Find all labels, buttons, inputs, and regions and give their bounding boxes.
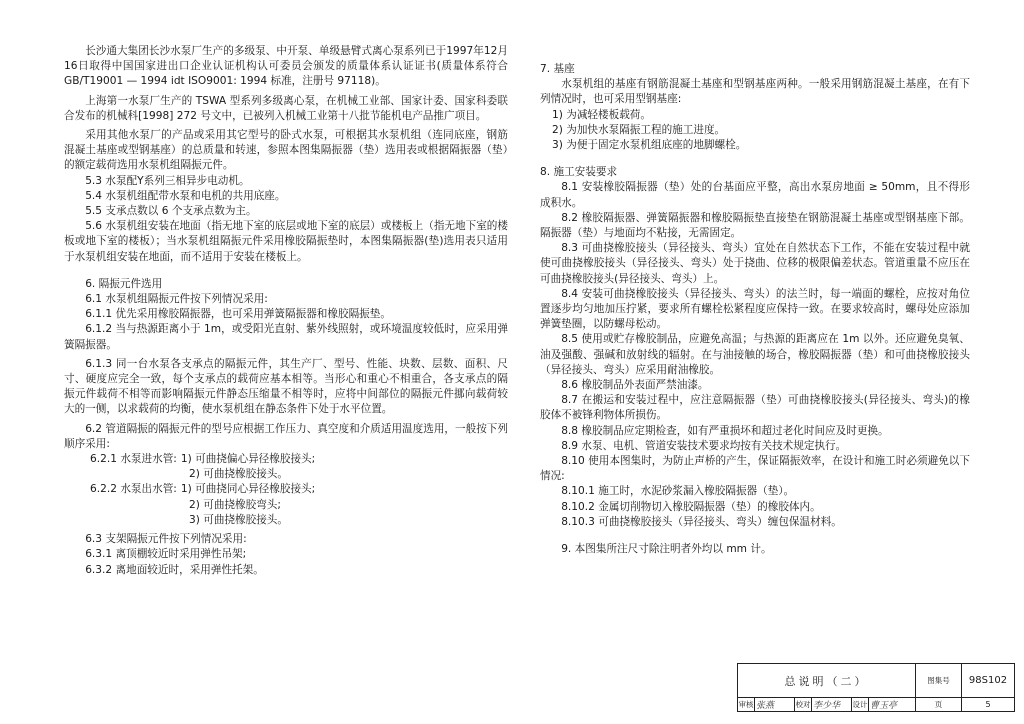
section-6-2-2-item: 2) 可曲挠橡胶弯头; (189, 498, 281, 511)
section-5-5: 5.5 支承点数以 6 个支承点数为主。 (85, 205, 257, 218)
section-6-3: 6.3 支架隔振元件按下列情况采用: (85, 533, 247, 546)
check-signature: 李少华 (813, 697, 852, 711)
title-block-bottom-row (738, 697, 1014, 711)
section-6-2-2-label: 6.2.2 水泵出水管: (90, 483, 177, 496)
atlas-number-label: 图集号 (916, 664, 962, 697)
section-7-item: 3) 为便于固定水泵机组底座的地脚螺栓。 (552, 139, 747, 152)
section-8-7: 8.7 在搬运和安装过程中，应注意隔振器（垫）可曲挠橡胶接头(异径接头、弯头)的橡胶体不被锋利物体所损伤。 (540, 394, 970, 422)
section-6-2-1 (64, 452, 508, 467)
section-8-2: 8.2 橡胶隔振器、弹簧隔振器和橡胶隔振垫直接垫在钢筋混凝土基座或型钢基座下部。隔振器（垫）与地面均不粘接，无需固定。 (540, 211, 970, 240)
intro-paragraph-2: 上海第一水泵厂生产的 TSWA 型系列多级离心泵，在机械工业部、国家计委、国家科委联合发布的机械科[1998] 272 号文中，已被列入机械工业第十八批节能机电产品推广项目。 (64, 94, 508, 122)
section-8-1: 8.1 安装橡胶隔振器（垫）处的台基面应平整，高出水泵房地面 ≥ 50mm，且不得形成积水。 (540, 181, 970, 209)
section-6-heading: 6. 隔振元件选用 (85, 277, 163, 290)
section-8-10-2: 8.10.2 金属切削物切入橡胶隔振器（垫）的橡胶体内。 (561, 500, 821, 513)
section-6-2: 6.2 管道隔振的隔振元件的型号应根据工作压力、真空度和介质适用温度选用，一般按下列顺序采用: (64, 422, 508, 450)
design-label: 设计 (852, 697, 869, 711)
section-8-4: 8.4 安装可曲挠橡胶接头（异径接头、弯头）的法兰时，每一端面的螺栓，应按对角位置逐步均匀地加压拧紧，要求所有螺栓松紧程度应保持一致。在要求较高时，螺母处应添加弹簧垫圈，以防螺母松动。 (540, 287, 970, 331)
section-7-text: 水泵机组的基座有钢筋混凝土基座和型钢基座两种。一般采用钢筋混凝土基座，在有下列情况时，也可采用型钢基座: (540, 78, 970, 106)
intro-paragraph-1: 长沙通大集团长沙水泵厂生产的多级泵、中开泵、单级悬臂式离心泵系列已于1997年12月16日取得中国国家进出口企业认证机构认可委员会颁发的质量体系认证证书(质量体系符合 GB/T19001 — 1994 idt ISO9001: 1994 标准，注册号 97118)。 (64, 45, 508, 88)
section-7-item: 1) 为减轻楼板载荷。 (552, 108, 651, 121)
section-6-3-1: 6.3.1 离顶棚较近时采用弹性吊架; (85, 548, 247, 561)
review-signature: 张燕 (756, 697, 795, 711)
section-6-2-1-item: 1) 可曲挠偏心异径橡胶接头; (180, 453, 316, 466)
section-8-heading: 8. 施工安装要求 (540, 166, 618, 179)
section-8-6: 8.6 橡胶制品外表面严禁油漆。 (561, 379, 709, 392)
page-label: 页 (916, 697, 962, 711)
atlas-number: 98S102 (968, 675, 1008, 686)
section-5-4: 5.4 水泵机组配带水泵和电机的共用底座。 (85, 189, 286, 202)
section-8-10-1: 8.10.1 施工时，水泥砂浆漏入橡胶隔振器（垫）。 (561, 485, 795, 498)
page-number: 5 (985, 699, 991, 709)
check-label: 校对 (795, 697, 812, 711)
section-6-2-2 (64, 482, 508, 497)
section-6-2-1-item: 2) 可曲挠橡胶接头。 (189, 468, 288, 481)
section-6-2-2-item: 3) 可曲挠橡胶接头。 (189, 513, 288, 526)
title-block-top-row (738, 664, 1014, 698)
section-8-5: 8.5 使用或贮存橡胶制品，应避免高温；与热源的距离应在 1m 以外。还应避免臭氧、油及强酸、强碱和放射线的辐射。在与油接触的场合，橡胶隔振器（垫）和可曲挠橡胶接头（异径接头、弯头）应采用耐油橡胶。 (540, 333, 970, 376)
section-6-3-2: 6.3.2 离地面较近时，采用弹性托架。 (85, 563, 264, 576)
section-7-item: 2) 为加快水泵隔振工程的施工进度。 (552, 123, 726, 136)
section-8-10-3: 8.10.3 可曲挠橡胶接头（异径接头、弯头）缠包保温材料。 (561, 515, 842, 528)
section-6-2-2-item: 1) 可曲挠同心异径橡胶接头; (180, 483, 316, 496)
intro-paragraph-3: 采用其他水泵厂的产品或采用其它型号的卧式水泵，可根据其水泵机组（连同底座，钢筋混凝土基座或型钢基座）的总质量和转速，参照本图集隔振器（垫）选用表或根据隔振器（垫）的额定载荷选用水泵机组隔振元件。 (64, 129, 508, 172)
right-column (540, 62, 970, 557)
section-8-8: 8.8 橡胶制品应定期检查，如有严重损坏和超过老化时间应及时更换。 (561, 424, 889, 437)
review-label: 审核 (738, 697, 755, 711)
section-5-3: 5.3 水泵配Y系列三相异步电动机。 (85, 174, 250, 187)
section-9: 9. 本图集所注尺寸除注明者外均以 mm 计。 (561, 543, 772, 556)
section-6-1-1: 6.1.1 优先采用橡胶隔振器，也可采用弹簧隔振器和橡胶隔振垫。 (85, 308, 391, 321)
title-block (737, 663, 1015, 712)
sheet-title: 总说明（二） (738, 664, 916, 697)
section-8-9: 8.9 水泵、电机、管道安装技术要求均按有关技术规定执行。 (561, 439, 847, 452)
section-5-6: 5.6 水泵机组安装在地面（指无地下室的底层或地下室的底层）或楼板上（指无地下室的楼板或地下室的楼板）；当水泵机组隔振元件采用橡胶隔振垫时，本图集隔振器(垫)选用表只适用于水泵机组安装在地面，而不适用于安装在楼板上。 (64, 220, 508, 263)
section-6-2-1-label: 6.2.1 水泵进水管: (90, 453, 177, 466)
section-7-heading: 7. 基座 (540, 63, 575, 75)
left-column (64, 44, 508, 578)
design-signature: 曹玉亭 (870, 697, 916, 711)
section-8-3: 8.3 可曲挠橡胶接头（异径接头、弯头）宜处在自然状态下工作，不能在安装过程中就使可曲挠橡胶接头（异径接头、弯头）处于挠曲、位移的极限偏差状态。管道重量不应压在可曲挠橡胶接头(异径接头、弯头）上。 (540, 242, 970, 285)
section-6-1-3: 6.1.3 同一台水泵各支承点的隔振元件，其生产厂、型号、性能、块数、层数、面积、尺寸、硬度应完全一致，每个支承点的载荷应基本相等。当形心和重心不相重合，各支承点的隔振元件载荷不相等而影响隔振元件静态压缩量不相等时，应将中间部位的隔振元件挪向载荷较大的一侧，以求载荷的均衡，使水泵机组在静态条件下处于水平位置。 (64, 357, 508, 416)
section-6-1-2: 6.1.2 当与热源距离小于 1m，或受阳光直射、紫外线照射，或环境温度较低时，应采用弹簧隔振器。 (64, 323, 508, 351)
section-8-10: 8.10 使用本图集时，为防止声桥的产生，保证隔振效率，在设计和施工时必须避免以下情况: (540, 455, 970, 483)
section-6-1: 6.1 水泵机组隔振元件按下列情况采用: (85, 293, 268, 306)
